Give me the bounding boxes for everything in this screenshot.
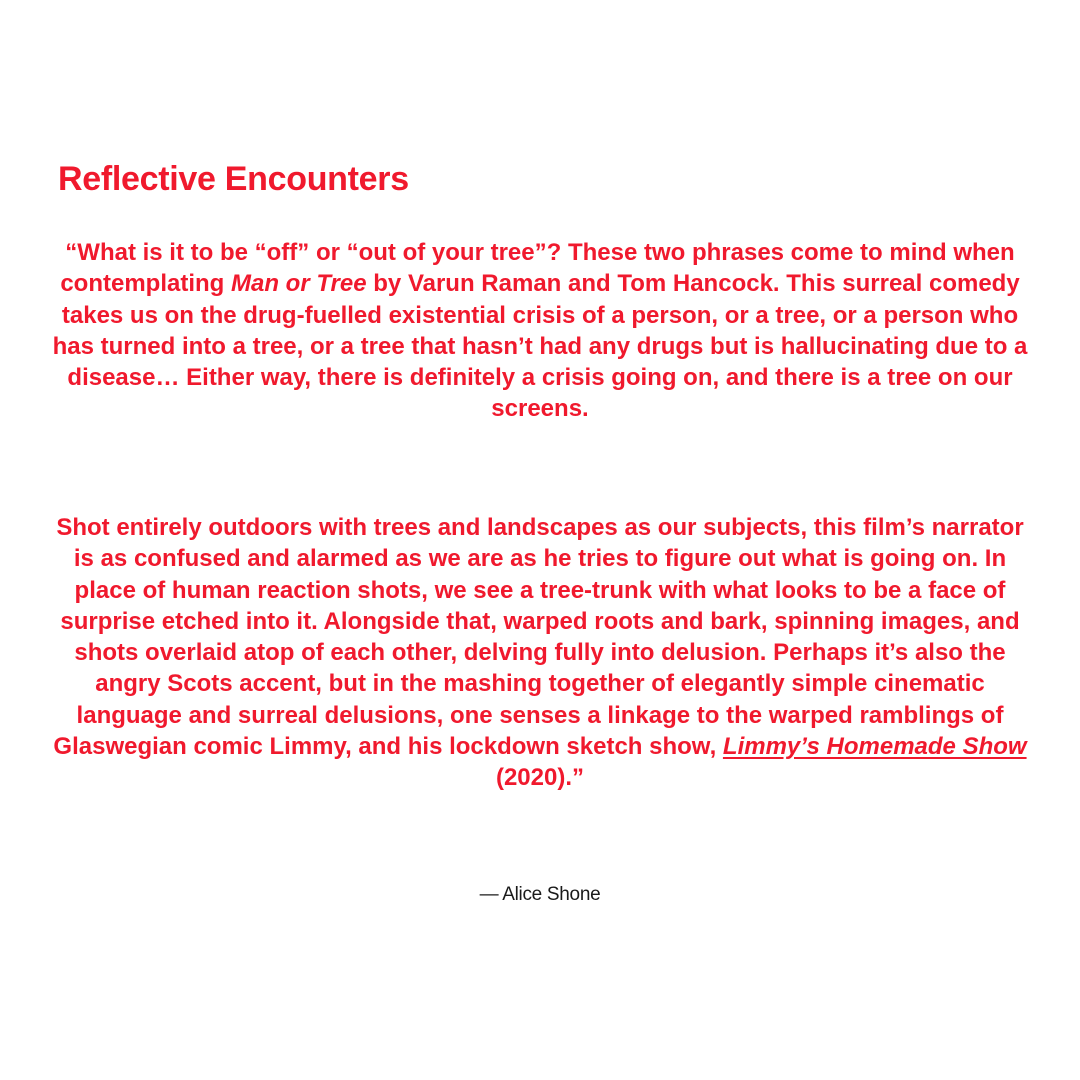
review-author: — Alice Shone (479, 884, 601, 905)
paragraph-1-text-end: by Varun Raman and Tom Hancock. This surreal comedy takes us on the drug-fuelled existential crisis of a person, or a tree, or a person who has turned into a tree, or a tree that hasn’t had any drugs but is hallucinating due to a disease… Either way, there is definitely a crisis going on, and there is a tree on our screens. (52, 270, 1028, 423)
paragraph-1-text-start: “What is it to be “off” or “out of your tree”? These two phrases come to mind when contemplating (60, 239, 1015, 298)
review-paragraph-1 (50, 237, 1030, 425)
review-paragraph-2 (50, 512, 1030, 794)
limmys-homemade-show-link[interactable]: Limmy’s Homemade Show (722, 733, 1027, 761)
paragraph-2-text-end: (2020).” (495, 764, 585, 792)
review-title: Reflective Encounters (58, 160, 409, 198)
paragraph-2-text-start: Shot entirely outdoors with trees and landscapes as our subjects, this film’s narrator is as confused and alarmed as we are as he tries to figure out what is going on. In place of human reaction shots, we see a tree-trunk with what looks to be a face of surprise etched into it. Alongside that, warped roots and bark, spinning images, and shots overlaid atop of each other, delving fully into delusion. Perhaps it’s also the angry Scots accent, but in the mashing together of elegantly simple cinematic language and surreal delusions, one senses a linkage to the warped ramblings of Glaswegian comic Limmy, and his lockdown sketch show, (53, 514, 1024, 761)
film-title: Man or Tree (230, 270, 367, 298)
